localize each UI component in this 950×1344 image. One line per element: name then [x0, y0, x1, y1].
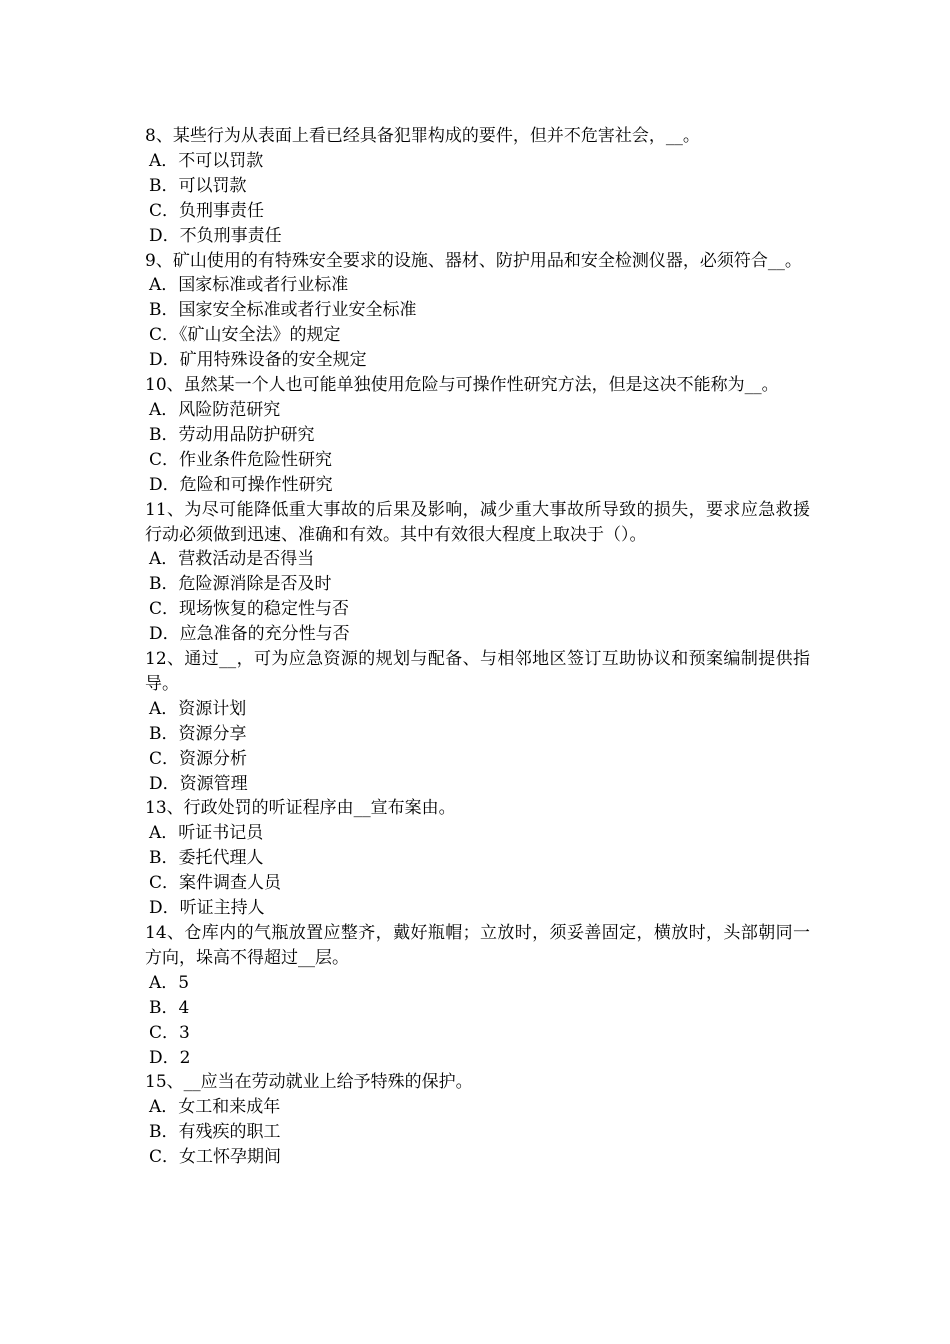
question-13 — [145, 796, 810, 921]
option-b: B．劳动用品防护研究 — [149, 424, 315, 445]
option-a: A．听证书记员 — [149, 823, 264, 844]
option-b: B．委托代理人 — [149, 848, 264, 869]
option-c: C．3 — [149, 1022, 190, 1043]
question-text: 15、__应当在劳动就业上给予特殊的保护。 — [145, 1072, 473, 1093]
option-a: A．风险防范研究 — [149, 399, 281, 420]
option-b: B．国家安全标准或者行业安全标准 — [149, 300, 417, 321]
option-c: C．负刑事责任 — [149, 200, 265, 221]
option-c: C．作业条件危险性研究 — [149, 449, 333, 470]
question-10 — [145, 373, 810, 498]
option-d: D．2 — [149, 1047, 191, 1068]
option-b: B．4 — [149, 997, 190, 1018]
question-15 — [145, 1070, 810, 1170]
question-8 — [145, 124, 810, 249]
question-text: 12、通过__，可为应急资源的规划与配备、与相邻地区签订互助协议和预案编制提供指导。 — [145, 649, 810, 694]
question-list — [145, 124, 810, 1170]
option-c: C．资源分析 — [149, 748, 248, 769]
option-c: C．《矿山安全法》的规定 — [149, 325, 341, 346]
option-d: D．矿用特殊设备的安全规定 — [149, 350, 367, 371]
option-d: D．资源管理 — [149, 773, 248, 794]
question-text: 13、行政处罚的听证程序由__宣布案由。 — [145, 798, 456, 819]
option-a: A．不可以罚款 — [149, 150, 264, 171]
question-text: 14、仓库内的气瓶放置应整齐，戴好瓶帽；立放时，须妥善固定，横放时，头部朝同一方向，垛高不得超过__层。 — [145, 923, 810, 968]
question-text: 9、矿山使用的有特殊安全要求的设施、器材、防护用品和安全检测仪器，必须符合__。 — [145, 250, 802, 271]
option-d: D．危险和可操作性研究 — [149, 474, 333, 495]
option-d: D．应急准备的充分性与否 — [149, 624, 350, 645]
option-b: B．有残疾的职工 — [149, 1122, 281, 1143]
option-a: A．5 — [149, 972, 190, 993]
question-12 — [145, 647, 810, 796]
option-d: D．听证主持人 — [149, 898, 265, 919]
option-d: D．不负刑事责任 — [149, 225, 282, 246]
option-c: C．案件调查人员 — [149, 873, 282, 894]
option-a: A．营救活动是否得当 — [149, 549, 315, 570]
question-9 — [145, 249, 810, 374]
option-a: A．女工和来成年 — [149, 1097, 281, 1118]
option-c: C．女工怀孕期间 — [149, 1147, 282, 1168]
question-14 — [145, 921, 810, 1070]
option-a: A．国家标准或者行业标准 — [149, 275, 349, 296]
option-a: A．资源计划 — [149, 698, 247, 719]
option-b: B．资源分享 — [149, 723, 247, 744]
question-11 — [145, 498, 810, 647]
option-b: B．危险源消除是否及时 — [149, 574, 332, 595]
option-c: C．现场恢复的稳定性与否 — [149, 599, 350, 620]
question-text: 8、某些行为从表面上看已经具备犯罪构成的要件，但并不危害社会，__。 — [145, 126, 700, 146]
question-text: 10、虽然某一个人也可能单独使用危险与可操作性研究方法，但是这决不能称为__。 — [145, 375, 779, 396]
option-b: B．可以罚款 — [149, 175, 247, 196]
question-text: 11、为尽可能降低重大事故的后果及影响，减少重大事故所导致的损失，要求应急救援行动必须做到迅速、准确和有效。其中有效很大程度上取决于（）。 — [145, 499, 810, 545]
